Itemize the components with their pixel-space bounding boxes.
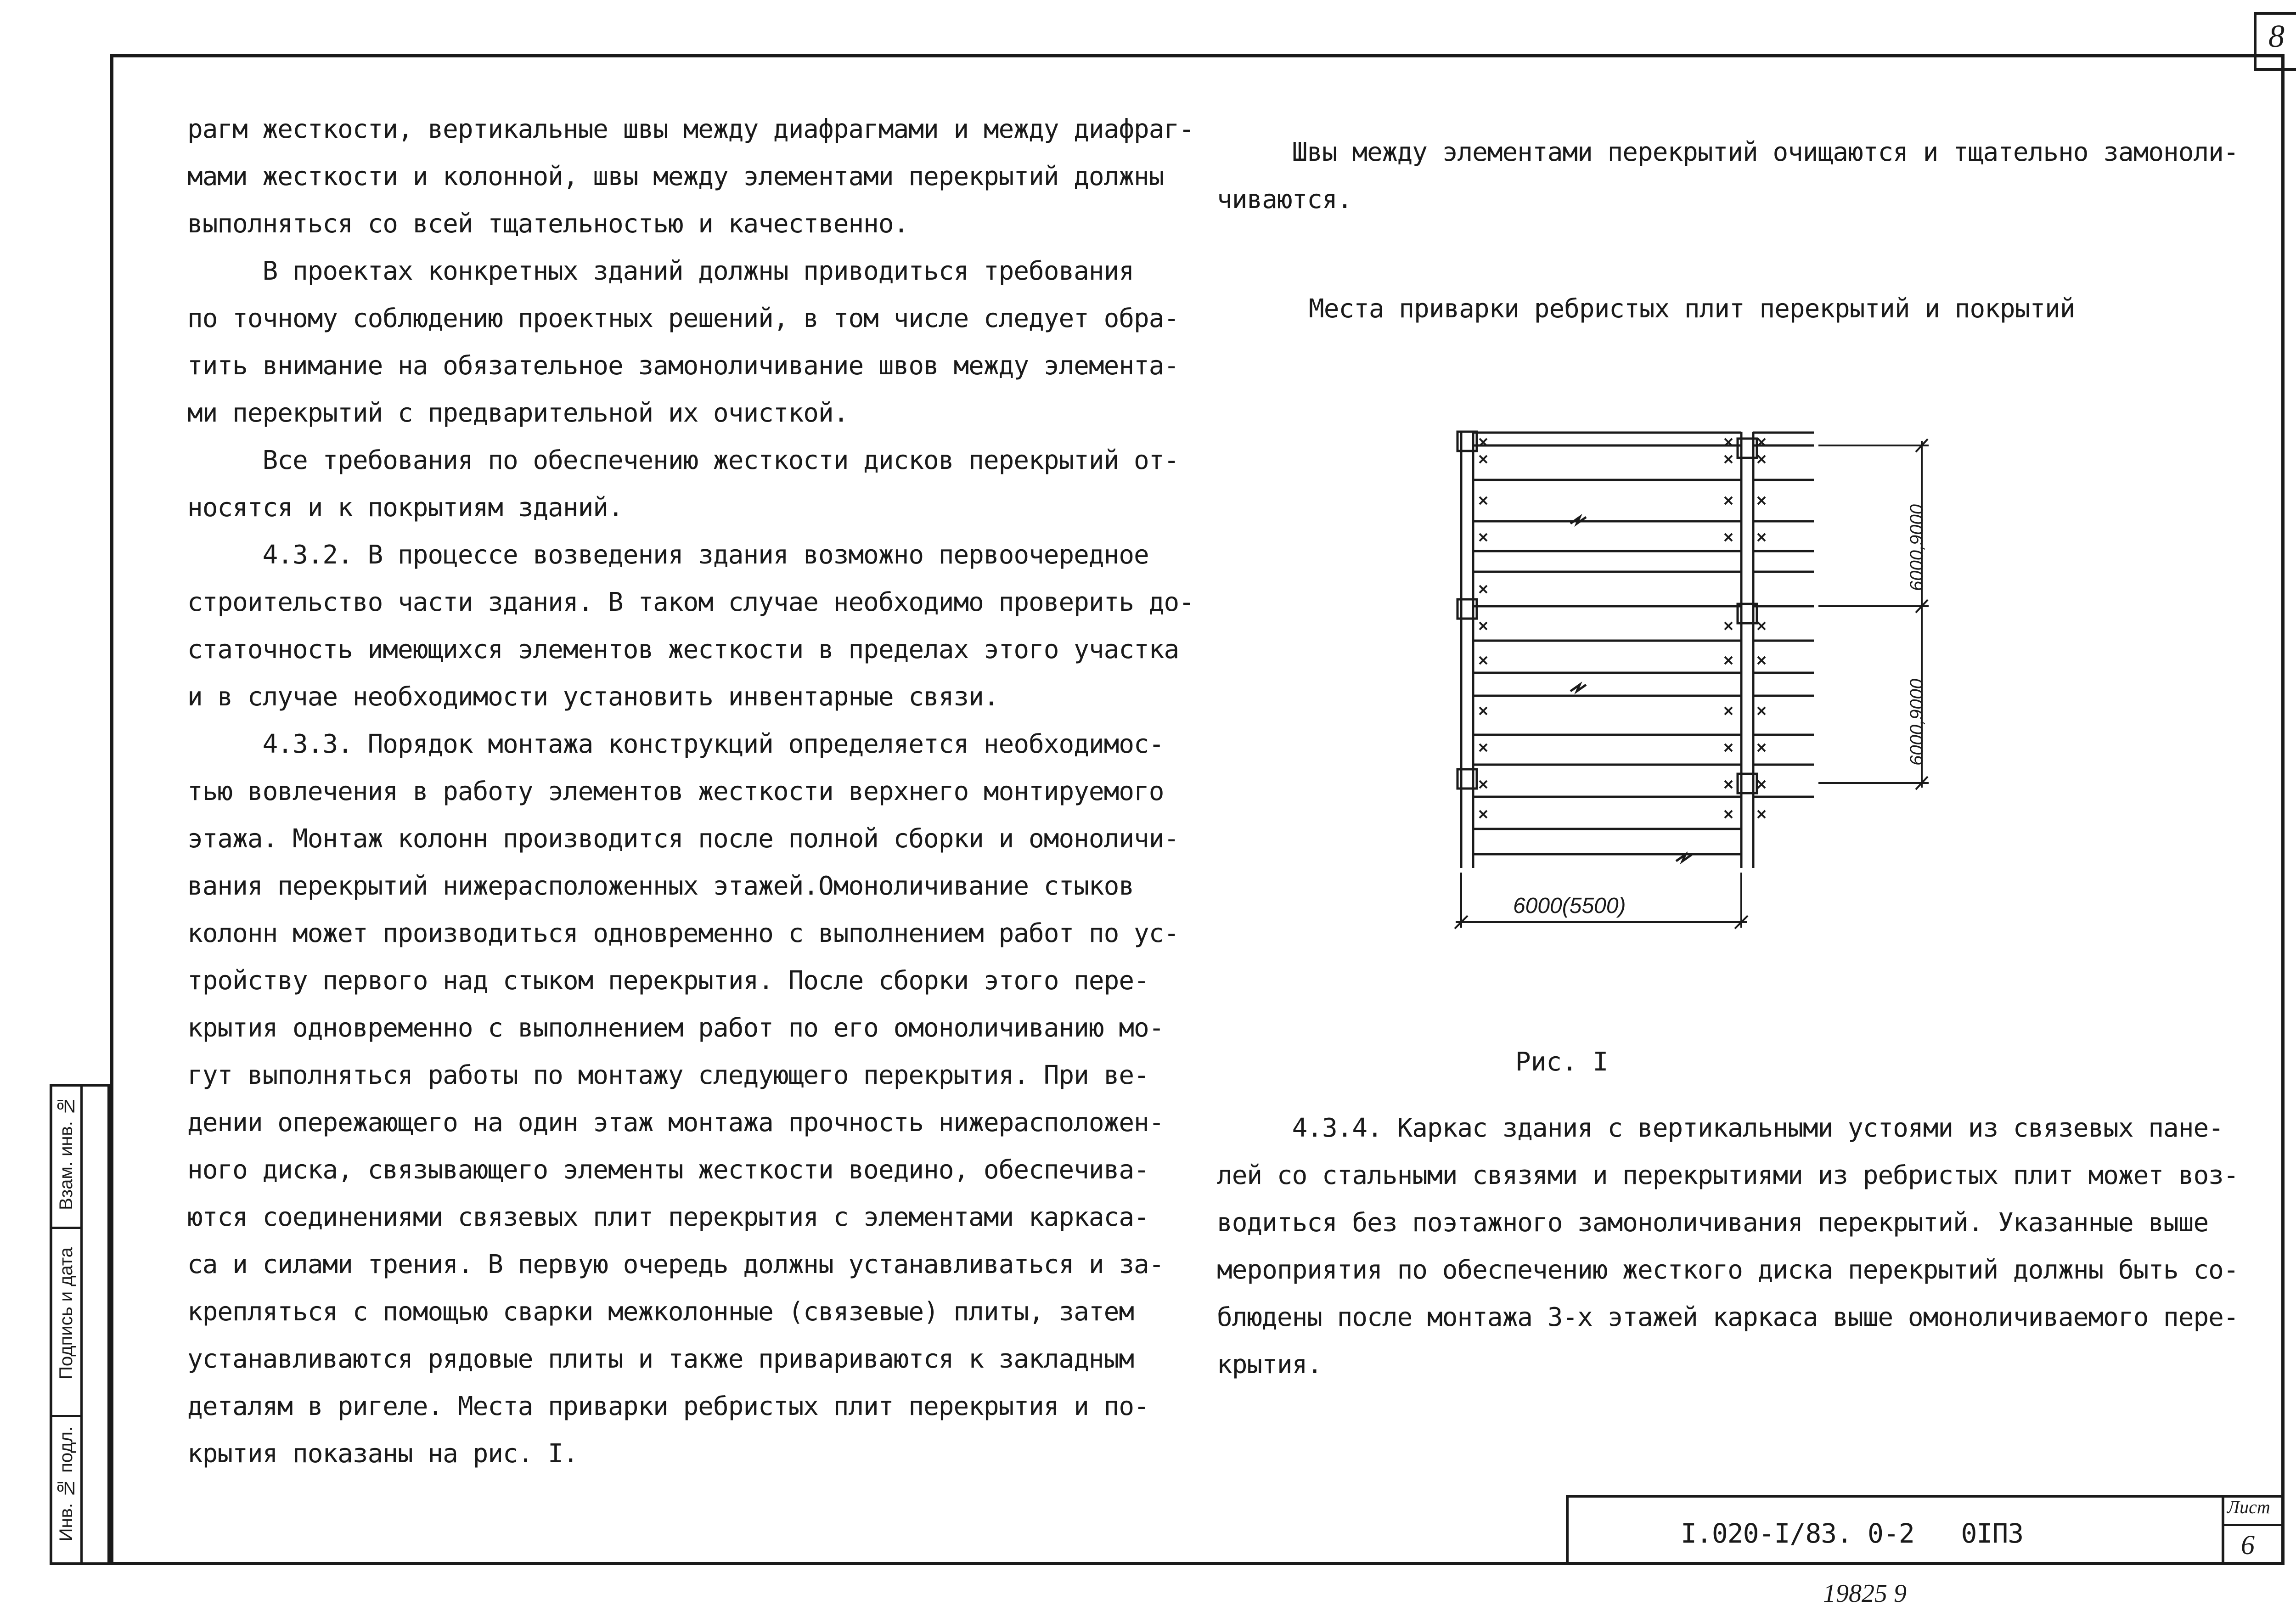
right-intro-text xyxy=(1217,129,2239,223)
dimension-span-upper: 6000,9000 xyxy=(1907,504,1927,592)
right-intro-line: Швы между элементами перекрытий очищаются и тщательно замоноли- xyxy=(1217,137,2239,167)
left-column-line: 4.3.2. В процессе возведения здания возможно первоочередное xyxy=(187,540,1149,570)
left-column-line: носятся и к покрытиям зданий. xyxy=(187,493,623,523)
right-paragraph-text xyxy=(1217,1104,2239,1388)
left-column-line: статочность имеющихся элементов жесткости в пределах этого участка xyxy=(187,635,1179,665)
left-column-line: строительство части здания. В таком случае необходимо проверить до- xyxy=(187,587,1194,617)
left-column-line: тью вовлечения в работу элементов жесткости верхнего монтируемого xyxy=(187,777,1164,806)
left-column-line: гут выполняться работы по монтажу следующего перекрытия. При ве- xyxy=(187,1060,1149,1090)
dimension-bottom: 6000(5500) xyxy=(1513,894,1626,918)
left-column-line: ются соединениями связевых плит перекрытия с элементами каркаса- xyxy=(187,1202,1149,1232)
left-column-line: са и силами трения. В первую очередь должны устанавливаться и за- xyxy=(187,1250,1164,1279)
list-number: 6 xyxy=(2241,1530,2255,1560)
figure-caption: Рис. I xyxy=(1515,1047,1609,1077)
left-column-line: тройству первого над стыком перекрытия. После сборки этого пере- xyxy=(187,966,1149,996)
left-column-line: вания перекрытий нижерасположенных этажей.Омоноличивание стыков xyxy=(187,871,1134,901)
side-cell-inv xyxy=(52,1417,83,1562)
left-column-line: по точному соблюдению проектных решений, в том числе следует обра- xyxy=(187,304,1179,333)
left-column-line: крытия одновременно с выполнением работ по его омоноличиванию мо- xyxy=(187,1013,1164,1043)
left-column-line: крытия показаны на рис. I. xyxy=(187,1439,578,1469)
side-cell-vzam xyxy=(52,1087,83,1229)
side-label-podpis-data: Подпись и дата xyxy=(56,1247,76,1380)
dimension-span-lower: 6000,9000 xyxy=(1907,678,1927,766)
right-paragraph-line: блюдены после монтажа 3-х этажей каркаса выше омоноличиваемого пере- xyxy=(1217,1302,2239,1332)
left-column-line: колонн может производиться одновременно с выполнением работ по ус- xyxy=(187,918,1179,948)
side-label-inv-podl: Инв. № подл. xyxy=(56,1426,76,1542)
left-column-line: устанавливаются рядовые плиты и также привариваются к закладным xyxy=(187,1344,1134,1374)
left-column-line: Все требования по обеспечению жесткости дисков перекрытий от- xyxy=(187,445,1179,475)
right-paragraph-line: 4.3.4. Каркас здания с вертикальными устоями из связевых пане- xyxy=(1217,1113,2223,1143)
list-divider xyxy=(2222,1524,2285,1526)
document-code: I.020-I/83. 0-2 0IП3 xyxy=(1681,1518,2024,1549)
left-column-line: мами жесткости и колонной, швы между элементами перекрытий должны xyxy=(187,162,1164,192)
bottom-archive-number: 19825 9 xyxy=(1823,1579,1907,1608)
right-paragraph-line: мероприятия по обеспечению жесткого диска перекрытий должны быть со- xyxy=(1217,1255,2239,1285)
corner-sheet-number: 8 xyxy=(2268,19,2285,54)
left-column-line: крепляться с помощью сварки межколонные (связевые) плиты, затем xyxy=(187,1297,1134,1327)
side-cell-podpis xyxy=(52,1229,83,1417)
left-column-line: В проектах конкретных зданий должны приводиться требования xyxy=(187,256,1134,286)
list-label: Лист xyxy=(2227,1497,2270,1517)
left-column-line: дении опережающего на один этаж монтажа прочность нижерасположен- xyxy=(187,1108,1164,1138)
left-column-line: тить внимание на обязательное замоноличивание швов между элемента- xyxy=(187,351,1179,381)
left-column-line: ного диска, связывающего элементы жесткости воедино, обеспечива- xyxy=(187,1155,1149,1185)
right-paragraph-line: лей со стальными связями и перекрытиями из ребристых плит может воз- xyxy=(1217,1161,2239,1190)
left-column-line: рагм жесткости, вертикальные швы между диафрагмами и между диафраг- xyxy=(187,114,1194,144)
left-column-line: этажа. Монтаж колонн производится после полной сборки и омоноличи- xyxy=(187,824,1179,854)
side-label-vzam-inv: Взам. инв. № xyxy=(56,1096,76,1210)
right-intro-line: чиваются. xyxy=(1217,185,1352,214)
side-stamp xyxy=(50,1084,110,1565)
right-paragraph-line: водиться без поэтажного замоноличивания перекрытий. Указанные выше xyxy=(1217,1208,2209,1238)
figure-title: Места приварки ребристых плит перекрытий и покрытий xyxy=(1309,294,2075,324)
slab-welding-diagram xyxy=(1424,413,1975,946)
left-column-line: 4.3.3. Порядок монтажа конструкций определяется необходимос- xyxy=(187,729,1164,759)
left-column-line: деталям в ригеле. Места приварки ребристых плит перекрытия и по- xyxy=(187,1392,1149,1421)
left-column-line: ми перекрытий с предварительной их очисткой. xyxy=(187,398,849,428)
left-text-column xyxy=(187,106,1194,1477)
left-column-line: и в случае необходимости установить инвентарные связи. xyxy=(187,682,999,712)
left-column-line: выполняться со всей тщательностью и качественно. xyxy=(187,209,909,239)
right-paragraph-line: крытия. xyxy=(1217,1350,1322,1380)
